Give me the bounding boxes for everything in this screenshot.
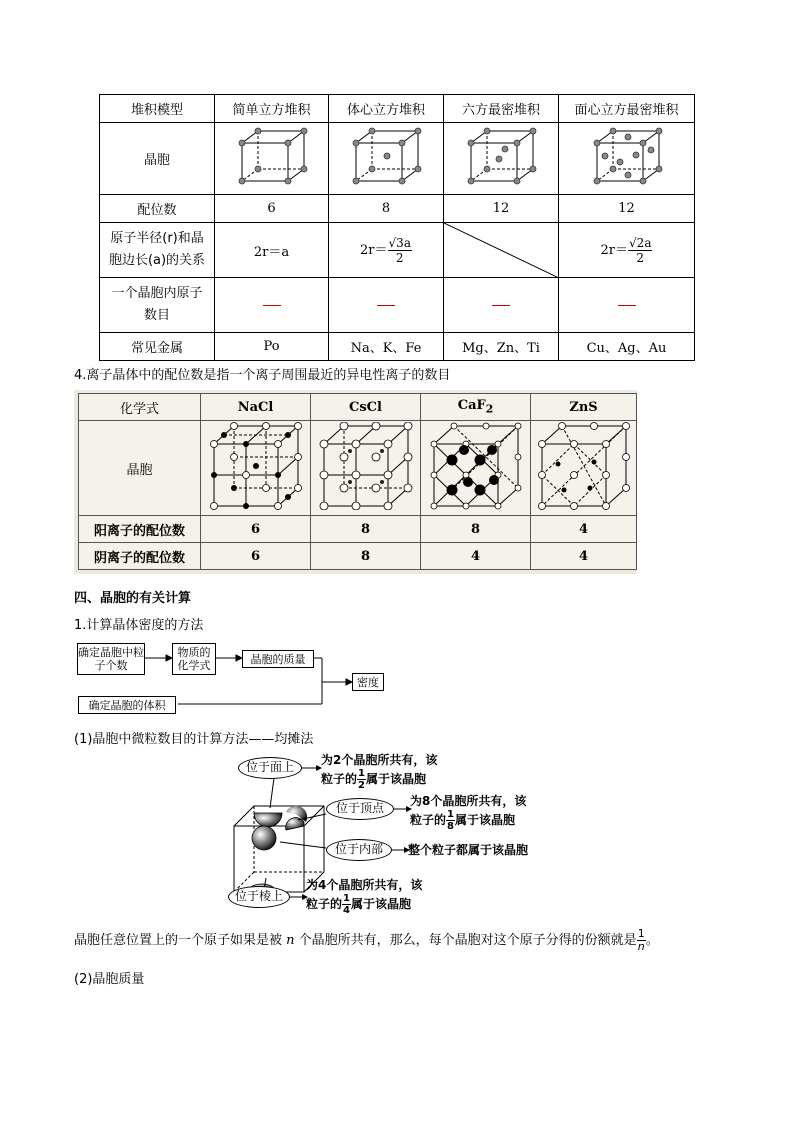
note-text: 属于该晶胞 [350, 897, 411, 911]
value-cell: Na、K、Fe [329, 333, 444, 361]
note-text: 属于该晶胞 [365, 772, 426, 786]
simple-cubic-cell [215, 123, 329, 195]
zns-lattice-diagram [536, 422, 632, 510]
numerator: 1 [343, 893, 350, 904]
note-edge [306, 877, 422, 916]
fraction [342, 893, 351, 916]
value-cell: Mg、Zn、Ti [444, 333, 559, 361]
note-face [321, 752, 437, 791]
caf2-lattice-diagram [428, 422, 524, 510]
label-edge: 位于棱上 [228, 886, 290, 908]
blank-line [492, 305, 510, 306]
blank-cell [444, 278, 559, 333]
fraction [357, 768, 366, 791]
blank-line [263, 305, 281, 306]
denominator: 8 [447, 821, 454, 832]
ionic-crystal-figure [74, 390, 637, 574]
label-line: 原子半径(r)和晶 [110, 231, 204, 246]
denominator: 2 [636, 250, 645, 265]
value-cell [329, 223, 444, 278]
header-cell: 体心立方堆积 [329, 95, 444, 123]
denominator: 2 [358, 780, 365, 791]
bcc-diagram [346, 125, 426, 189]
numerator: √2a [629, 235, 652, 250]
ionic-crystal-table [78, 393, 637, 570]
header-cell: CsCl [311, 394, 421, 421]
empty-diagonal-cell [444, 223, 559, 278]
header-cell: 面心立方最密堆积 [559, 95, 695, 123]
numerator: √3a [388, 235, 411, 250]
note-text: 粒子的 [306, 897, 343, 911]
subsection-title: (2)晶胞质量 [74, 972, 145, 987]
subsection-title: (1)晶胞中微粒数目的计算方法——均摊法 [74, 732, 314, 747]
header-cell: ZnS [531, 394, 637, 421]
hcp-cell [444, 123, 559, 195]
nacl-lattice-diagram [208, 422, 304, 510]
cscl-lattice-diagram [318, 422, 414, 510]
label-line: 数目 [143, 308, 170, 323]
flow-box-cell-mass: 晶胞的质量 [242, 650, 314, 668]
note-line: 为8个晶胞所共有，该 [410, 794, 527, 808]
denominator: 2 [395, 250, 404, 265]
para-text: 个晶胞所共有，那么，每个晶胞对这个原子分得的份额就是 [298, 933, 637, 948]
note-vertex [410, 793, 526, 832]
fraction [637, 928, 646, 953]
formula-lhs: 2r＝ [600, 242, 629, 258]
stacking-model-table [99, 94, 695, 361]
note-line [306, 893, 422, 916]
header-cell: 六方最密堆积 [444, 95, 559, 123]
label-interior: 位于内部 [326, 839, 392, 861]
numerator: 1 [637, 927, 645, 940]
header-cell [421, 394, 531, 421]
row-label-cell [100, 223, 215, 278]
value-cell: 12 [559, 195, 695, 223]
value-cell [559, 223, 695, 278]
subsection-title: 1.计算晶体密度的方法 [74, 618, 204, 633]
value-cell: 2r＝a [215, 223, 329, 278]
note-interior: 整个粒子都属于该晶胞 [408, 843, 529, 857]
flow-box-density: 密度 [352, 673, 384, 691]
diagonal-line [444, 223, 559, 278]
bcc-cell [329, 123, 444, 195]
zns-cell [531, 421, 637, 516]
blank-cell [215, 278, 329, 333]
nacl-cell [201, 421, 311, 516]
header-cell: 化学式 [79, 394, 201, 421]
flow-box-cell-volume: 确定晶胞的体积 [78, 696, 176, 714]
row-label-cell: 晶胞 [79, 421, 201, 516]
row-label-cell: 阴离子的配位数 [79, 543, 201, 570]
row-label-cell: 常见金属 [100, 333, 215, 361]
blank-line [377, 305, 395, 306]
header-cell: NaCl [201, 394, 311, 421]
header-cell: 堆积模型 [100, 95, 215, 123]
value-cell: 4 [531, 516, 637, 543]
blank-cell [329, 278, 444, 333]
note-line [410, 809, 526, 832]
blank-line [618, 305, 636, 306]
label-line: 胞边长(a)的关系 [108, 253, 206, 268]
value-cell: 6 [201, 543, 311, 570]
numerator: 1 [358, 768, 365, 779]
section-title: 四、晶胞的有关计算 [74, 591, 192, 606]
paragraph-4: 4.离子晶体中的配位数是指一个离子周围最近的异电性离子的数目 [74, 368, 451, 383]
row-label-cell: 配位数 [100, 195, 215, 223]
note-line [321, 768, 437, 791]
value-cell: 6 [215, 195, 329, 223]
simple-cubic-diagram [232, 125, 312, 189]
note-line: 为2个晶胞所共有，该 [321, 753, 438, 767]
note-line: 为4个晶胞所共有，该 [306, 878, 423, 892]
para-text: 。 [645, 933, 659, 948]
subscript: 2 [485, 402, 494, 416]
fraction [446, 809, 455, 832]
para-text: 晶胞任意位置上的一个原子如果是被 [74, 933, 283, 948]
caf2-cell [421, 421, 531, 516]
flow-box-particle-count: 确定晶胞中粒子个数 [77, 643, 145, 675]
value-cell: Po [215, 333, 329, 361]
formula-lhs: 2r＝ [360, 242, 388, 258]
row-label-cell [100, 278, 215, 333]
denominator: 4 [343, 905, 350, 916]
flow-box-formula: 物质的化学式 [172, 643, 216, 675]
variable-n: n [286, 933, 295, 948]
label-face: 位于面上 [238, 757, 302, 779]
denominator: n [637, 940, 645, 953]
header-cell: 简单立方堆积 [215, 95, 329, 123]
row-label-cell: 晶胞 [100, 123, 215, 195]
row-label-cell: 阳离子的配位数 [79, 516, 201, 543]
value-cell: 8 [421, 516, 531, 543]
hcp-diagram [461, 125, 541, 189]
value-cell: 4 [531, 543, 637, 570]
value-cell: 6 [201, 516, 311, 543]
value-cell: 12 [444, 195, 559, 223]
note-text: 粒子的 [410, 813, 447, 827]
numerator: 1 [447, 809, 454, 820]
note-text: 属于该晶胞 [454, 813, 515, 827]
note-text: 粒子的 [321, 772, 358, 786]
fcc-diagram [587, 125, 667, 189]
value-cell: 8 [311, 516, 421, 543]
value-cell: 8 [329, 195, 444, 223]
fcc-cell [559, 123, 695, 195]
formula-text: CaF [457, 398, 486, 414]
value-cell: Cu、Ag、Au [559, 333, 695, 361]
value-cell: 8 [311, 543, 421, 570]
fraction [628, 236, 652, 265]
label-vertex: 位于顶点 [326, 798, 394, 820]
fraction [388, 236, 412, 265]
arrow-icon [302, 763, 322, 773]
value-cell: 4 [421, 543, 531, 570]
blank-cell [559, 278, 695, 333]
label-line: 一个晶胞内原子 [111, 286, 203, 301]
sharing-paragraph [74, 926, 659, 956]
cscl-cell [311, 421, 421, 516]
